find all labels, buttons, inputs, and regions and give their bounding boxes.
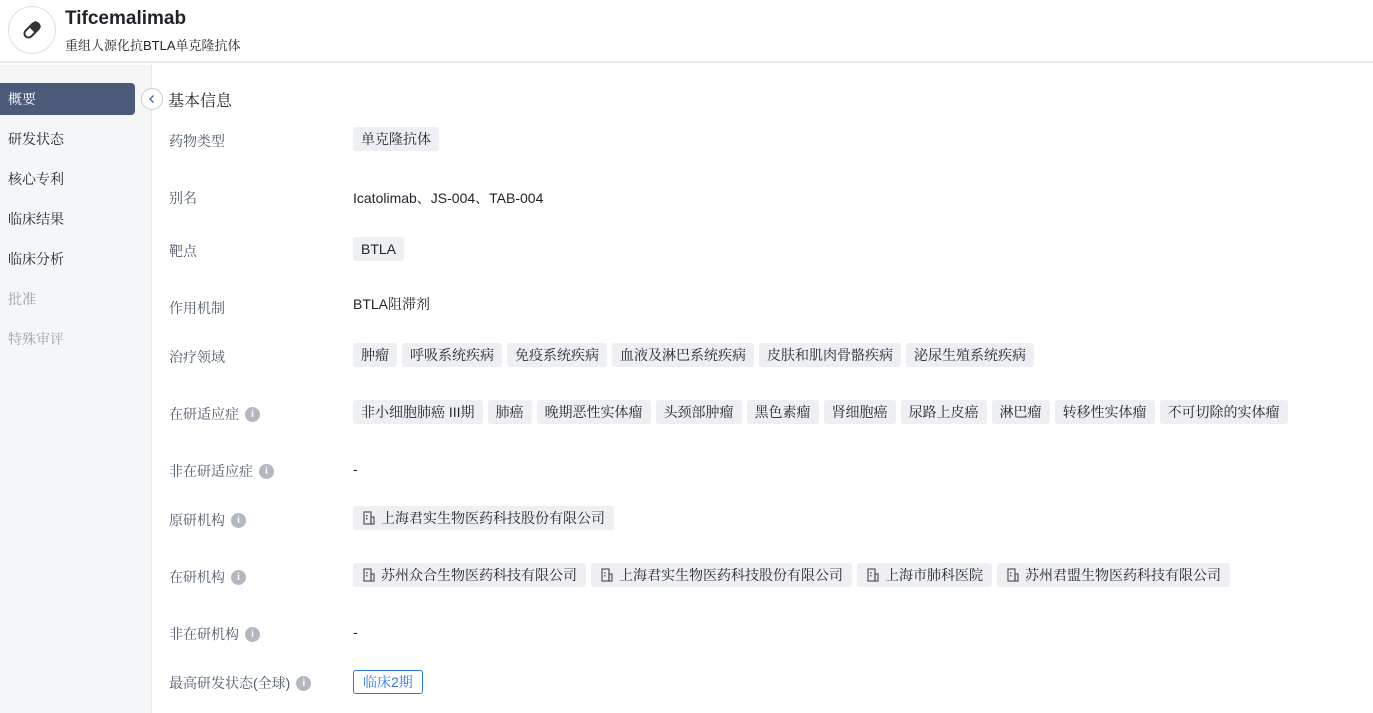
target-label-text: 靶点 — [169, 243, 197, 259]
org-tag[interactable] — [353, 563, 586, 587]
indication-tag[interactable]: 头颈部肿瘤 — [656, 400, 742, 424]
indication-tag[interactable]: 肾细胞癌 — [824, 400, 896, 424]
sidebar-item-special-review: 特殊审评 — [8, 331, 64, 347]
org-name: 苏州君盟生物医药科技有限公司 — [1025, 567, 1221, 583]
originator-label-text: 原研机构 — [169, 512, 225, 528]
chevron-left-icon — [147, 94, 157, 104]
drug-title: Tifcemalimab — [65, 8, 187, 29]
therapeutic-area-label — [169, 347, 225, 367]
sidebar-item-core-patents[interactable]: 核心专利 — [8, 171, 64, 187]
building-icon — [867, 568, 879, 582]
active-indications-label — [169, 404, 260, 424]
org-name: 上海君实生物医药科技股份有限公司 — [619, 567, 843, 583]
alias-label — [169, 188, 197, 208]
inactive-indications-text: - — [353, 461, 358, 477]
building-icon — [363, 568, 375, 582]
info-icon[interactable]: i — [259, 464, 274, 479]
section-title: 基本信息 — [168, 93, 233, 110]
active-indications-label-text: 在研适应症 — [169, 406, 239, 422]
active-indications-value — [353, 400, 1288, 424]
therapeutic-area-tag[interactable]: 呼吸系统疾病 — [402, 343, 502, 367]
indication-tag[interactable]: 晚期恶性实体瘤 — [537, 400, 651, 424]
highest-phase-label — [169, 673, 311, 693]
highest-phase-value — [353, 670, 423, 694]
sidebar-item-overview[interactable]: 概要 — [0, 83, 135, 115]
inactive-indications-label-text: 非在研适应症 — [169, 463, 253, 479]
indication-tag[interactable]: 淋巴瘤 — [992, 400, 1050, 424]
sidebar-item-rd-status[interactable]: 研发状态 — [8, 131, 64, 147]
alias-text: Icatolimab、JS-004、TAB-004 — [353, 190, 544, 206]
collapse-sidebar-button[interactable] — [141, 88, 163, 110]
info-icon[interactable]: i — [231, 513, 246, 528]
sidebar-item-clinical-analysis[interactable]: 临床分析 — [8, 251, 64, 267]
drug-type-label-text: 药物类型 — [169, 133, 225, 149]
pill-icon — [8, 6, 56, 54]
inactive-orgs-text: - — [353, 624, 358, 640]
org-name: 苏州众合生物医药科技有限公司 — [381, 567, 577, 583]
sidebar-item-approval: 批准 — [8, 291, 36, 307]
sidebar — [0, 65, 152, 713]
info-icon[interactable]: i — [231, 570, 246, 585]
originator-value — [353, 506, 614, 530]
mechanism-text[interactable]: BTLA阻滞剂 — [353, 296, 431, 312]
drug-subtitle: 重组人源化抗BTLA单克隆抗体 — [65, 38, 241, 53]
org-tag[interactable] — [857, 563, 992, 587]
therapeutic-area-tag[interactable]: 血液及淋巴系统疾病 — [612, 343, 754, 367]
alias-label-text: 别名 — [169, 190, 197, 206]
org-tag[interactable] — [997, 563, 1230, 587]
org-name: 上海君实生物医药科技股份有限公司 — [381, 510, 605, 526]
org-tag[interactable] — [591, 563, 852, 587]
mechanism-label — [169, 298, 225, 318]
page-header — [0, 0, 1373, 63]
inactive-indications-value — [353, 461, 358, 477]
org-name: 上海市肺科医院 — [885, 567, 983, 583]
target-tag[interactable]: BTLA — [353, 237, 404, 261]
info-icon[interactable]: i — [245, 407, 260, 422]
target-label — [169, 241, 197, 261]
drug-type-tag[interactable]: 单克隆抗体 — [353, 127, 439, 151]
building-icon — [1007, 568, 1019, 582]
target-value — [353, 237, 404, 261]
org-tag[interactable] — [353, 506, 614, 530]
indication-tag[interactable]: 黑色素瘤 — [747, 400, 819, 424]
mechanism-value — [353, 294, 430, 314]
indication-tag[interactable]: 肺癌 — [488, 400, 532, 424]
indication-tag[interactable]: 不可切除的实体瘤 — [1160, 400, 1288, 424]
active-orgs-value — [353, 563, 1230, 587]
drug-type-value — [353, 127, 439, 151]
drug-type-label — [169, 131, 225, 151]
originator-label — [169, 510, 246, 530]
inactive-orgs-value — [353, 624, 358, 640]
therapeutic-area-label-text: 治疗领域 — [169, 349, 225, 365]
phase-status-badge[interactable]: 临床2期 — [353, 670, 423, 694]
therapeutic-area-value — [353, 343, 1034, 367]
indication-tag[interactable]: 尿路上皮癌 — [901, 400, 987, 424]
therapeutic-area-tag[interactable]: 皮肤和肌肉骨骼疾病 — [759, 343, 901, 367]
indication-tag[interactable]: 非小细胞肺癌 III期 — [353, 400, 483, 424]
therapeutic-area-tag[interactable]: 泌尿生殖系统疾病 — [906, 343, 1034, 367]
building-icon — [363, 511, 375, 525]
therapeutic-area-tag[interactable]: 肿瘤 — [353, 343, 397, 367]
inactive-orgs-label — [169, 624, 260, 644]
highest-phase-label-text: 最高研发状态(全球) — [169, 675, 291, 691]
active-orgs-label-text: 在研机构 — [169, 569, 225, 585]
inactive-indications-label — [169, 461, 274, 481]
info-icon[interactable]: i — [296, 676, 311, 691]
active-orgs-label — [169, 567, 246, 587]
alias-value — [353, 188, 543, 208]
info-icon[interactable]: i — [245, 627, 260, 642]
sidebar-item-clinical-results[interactable]: 临床结果 — [8, 211, 64, 227]
building-icon — [601, 568, 613, 582]
indication-tag[interactable]: 转移性实体瘤 — [1055, 400, 1155, 424]
therapeutic-area-tag[interactable]: 免疫系统疾病 — [507, 343, 607, 367]
mechanism-label-text: 作用机制 — [169, 300, 225, 316]
inactive-orgs-label-text: 非在研机构 — [169, 626, 239, 642]
